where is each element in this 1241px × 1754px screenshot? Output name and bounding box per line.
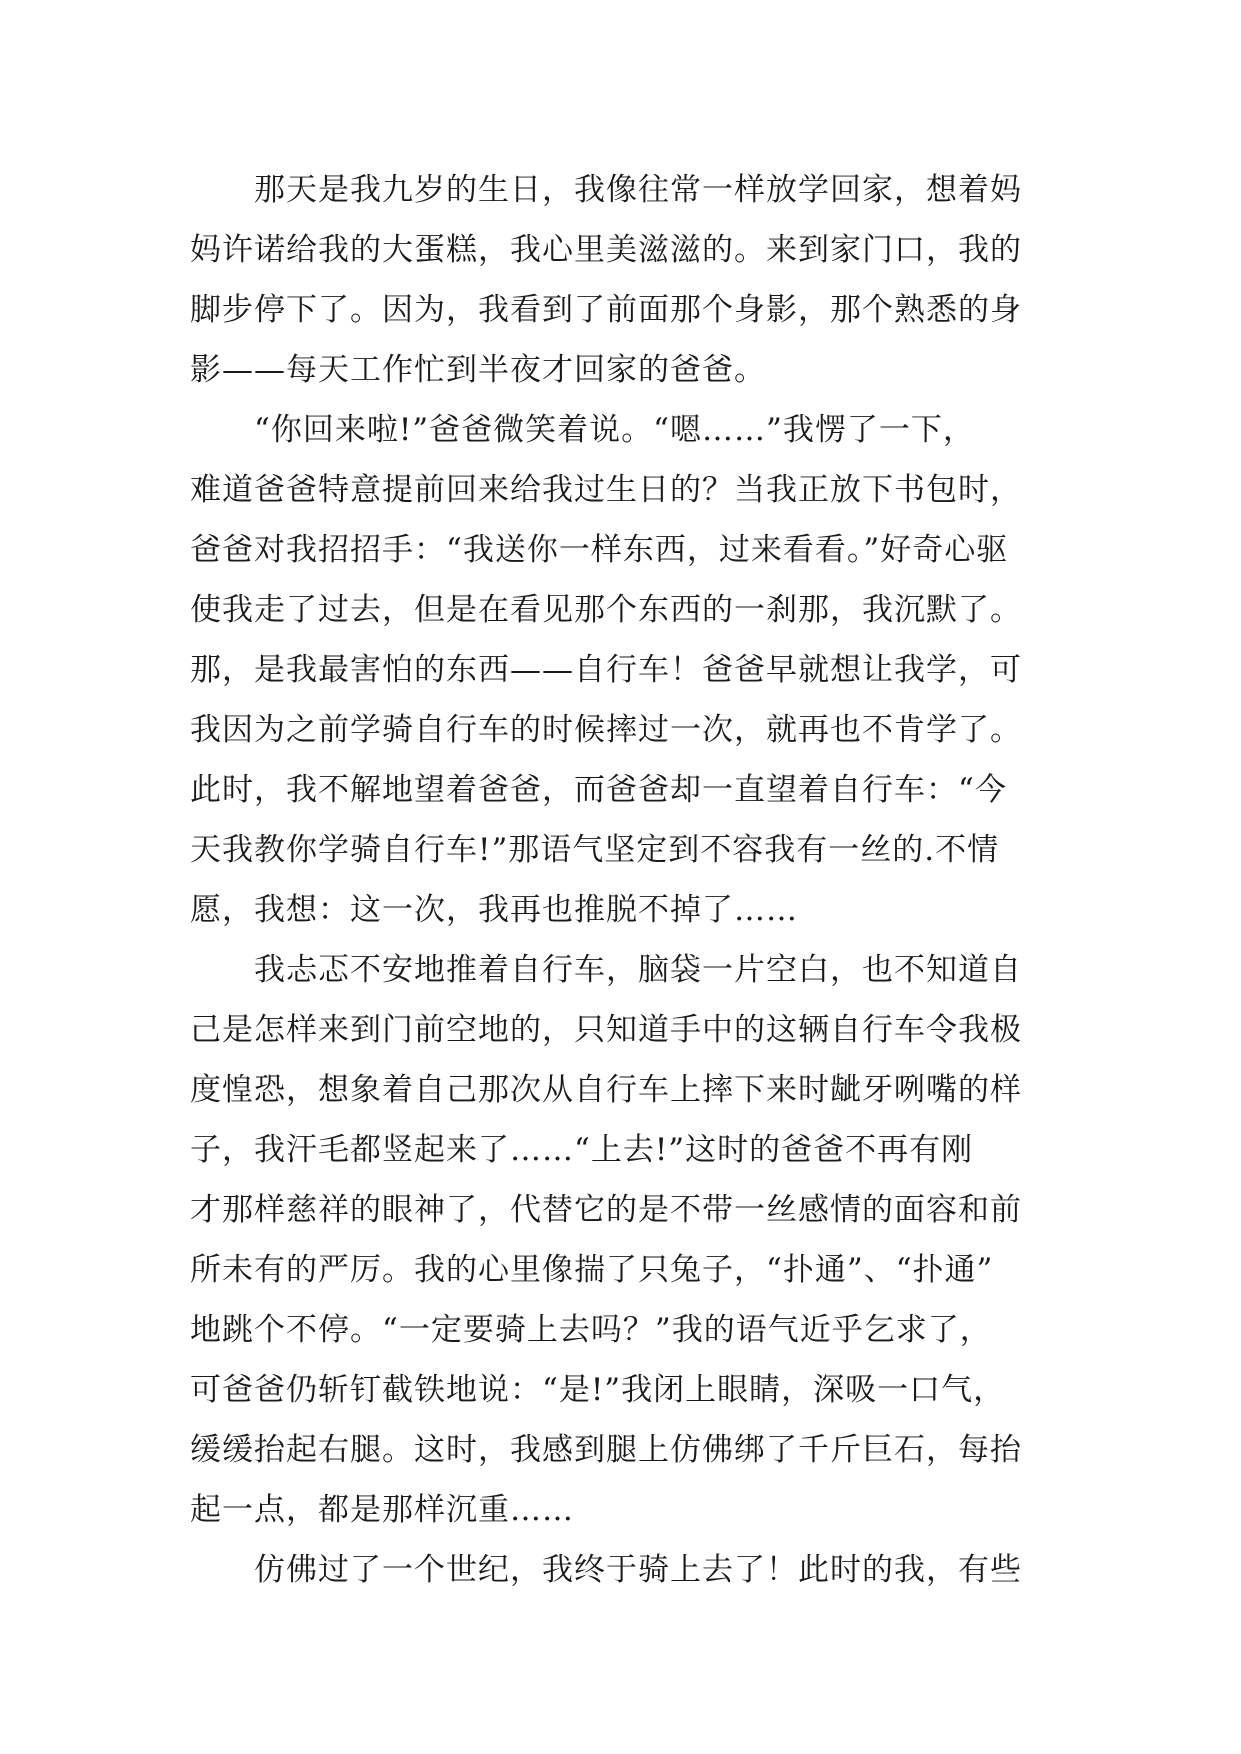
text-line: 我忐忑不安地推着自行车，脑袋一片空白，也不知道自	[190, 952, 1022, 988]
text-line: 难道爸爸特意提前回来给我过生日的？当我正放下书包时，	[190, 472, 1022, 508]
text-line: 使我走了过去，但是在看见那个东西的一刹那，我沉默了。	[190, 592, 1022, 628]
essay-text	[190, 160, 1070, 1600]
text-line: 起一点，都是那样沉重……	[190, 1492, 574, 1528]
text-line: 天我教你学骑自行车!”那语气坚定到不容我有一丝的.不情	[190, 832, 1000, 868]
text-line: 所未有的严厉。我的心里像揣了只兔子，“扑通”、“扑通”	[190, 1252, 994, 1288]
text-line: 可爸爸仍斩钉截铁地说：“是!”我闭上眼睛，深吸一口气，	[190, 1372, 1006, 1408]
text-line: 才那样慈祥的眼神了，代替它的是不带一丝感情的面容和前	[190, 1192, 1022, 1228]
text-line: 地跳个不停。“一定要骑上去吗？”我的语气近乎乞求了，	[190, 1312, 992, 1348]
text-line: 影——每天工作忙到半夜才回家的爸爸。	[190, 352, 766, 388]
text-line: 爸爸对我招招手：“我送你一样东西，过来看看。”好奇心驱	[190, 532, 1009, 568]
text-line: 仿佛过了一个世纪，我终于骑上去了！此时的我，有些	[190, 1552, 1022, 1588]
text-line: 此时，我不解地望着爸爸，而爸爸却一直望着自行车：“今	[190, 772, 1007, 808]
text-line: 那天是我九岁的生日，我像往常一样放学回家，想着妈	[190, 172, 1022, 208]
text-line: 脚步停下了。因为，我看到了前面那个身影，那个熟悉的身	[190, 292, 1022, 328]
text-line: 度惶恐，想象着自己那次从自行车上摔下来时龇牙咧嘴的样	[190, 1072, 1022, 1108]
text-line: 我因为之前学骑自行车的时候摔过一次，就再也不肯学了。	[190, 712, 1022, 748]
text-line: 妈许诺给我的大蛋糕，我心里美滋滋的。来到家门口，我的	[190, 232, 1022, 268]
text-line: 子，我汗毛都竖起来了……“上去!”这时的爸爸不再有刚	[190, 1132, 974, 1168]
text-line: “你回来啦!”爸爸微笑着说。“嗯……”我愣了一下，	[190, 412, 975, 448]
text-line: 缓缓抬起右腿。这时，我感到腿上仿佛绑了千斤巨石，每抬	[190, 1432, 1022, 1468]
text-line: 愿，我想：这一次，我再也推脱不掉了……	[190, 892, 798, 928]
text-line: 那，是我最害怕的东西——自行车！爸爸早就想让我学，可	[190, 652, 1022, 688]
text-line: 己是怎样来到门前空地的，只知道手中的这辆自行车令我极	[190, 1012, 1022, 1048]
